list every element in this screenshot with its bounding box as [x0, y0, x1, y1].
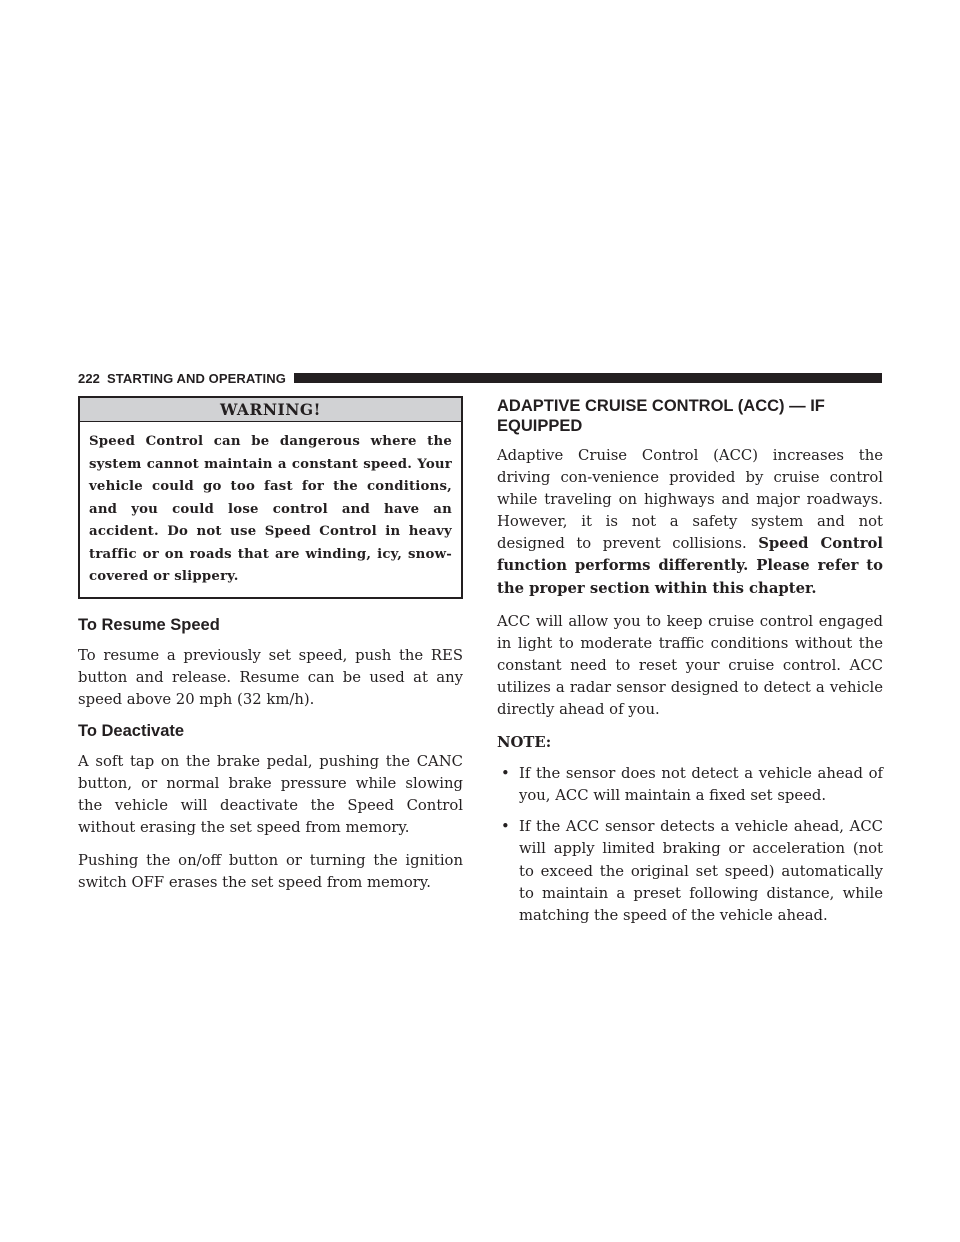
left-column [78, 396, 463, 894]
acc-paragraph-2: ACC will allow you to keep cruise control engaged in light to moderate traffic conditions without the constant need to reset your cruise control. ACC utilizes a radar sensor designed to detect a vehicle directly ahead of you. [497, 612, 883, 719]
list-item-text: If the ACC sensor detects a vehicle ahead, ACC will apply limited braking or acceleration (not to exceed the original set speed) automatically to maintain a preset following distance, while matching the speed of the vehicle ahead. [519, 818, 883, 924]
deactivate-heading: To Deactivate [78, 721, 185, 740]
note-label: NOTE: [497, 734, 552, 752]
deactivate-paragraph-1: A soft tap on the brake pedal, pushing the CANC button, or normal brake pressure while slowing the vehicle will deactivate the Speed Control without erasing the set speed from memory. [78, 752, 463, 837]
page-number: 222 [78, 370, 100, 386]
bullet-icon: • [501, 765, 510, 783]
bullet-icon: • [501, 818, 510, 836]
resume-speed-heading: To Resume Speed [78, 615, 220, 634]
resume-speed-text: To resume a previously set speed, push the RES button and release. Resume can be used at any speed above 20 mph (32 km/h). [78, 646, 463, 708]
list-item-text: If the sensor does not detect a vehicle ahead of you, ACC will maintain a fixed set speed. [519, 765, 883, 805]
page-header [78, 370, 882, 386]
list-item [497, 763, 883, 807]
list-item [497, 816, 883, 926]
section-title: STARTING AND OPERATING [107, 370, 286, 386]
acc-intro-bold: Speed Control function performs differently. Please refer to the proper section within this chapter. [497, 535, 883, 597]
note-list [497, 763, 883, 927]
warning-text: Speed Control can be dangerous where the system cannot maintain a constant speed. Your vehicle could go too fast for the conditions, and you could lose control and have an accident. Do not use Speed Control in heavy traffic or on roads that are winding, icy, snow-covered or slippery. [89, 434, 452, 584]
acc-heading: ADAPTIVE CRUISE CONTROL (ACC) — IF EQUIPPED [497, 397, 825, 435]
acc-intro [497, 445, 883, 600]
right-column [497, 396, 883, 927]
warning-box [78, 396, 463, 599]
header-rule [294, 373, 882, 383]
warning-title: WARNING! [80, 398, 461, 422]
deactivate-paragraph-2: Pushing the on/off button or turning the ignition switch OFF erases the set speed from memory. [78, 852, 463, 892]
acc-intro-text: Adaptive Cruise Control (ACC) increases the driving con-venience provided by cruise control while traveling on highways and major roadways. However, it is not a safety system and not designed to prevent collisions. [497, 447, 883, 553]
